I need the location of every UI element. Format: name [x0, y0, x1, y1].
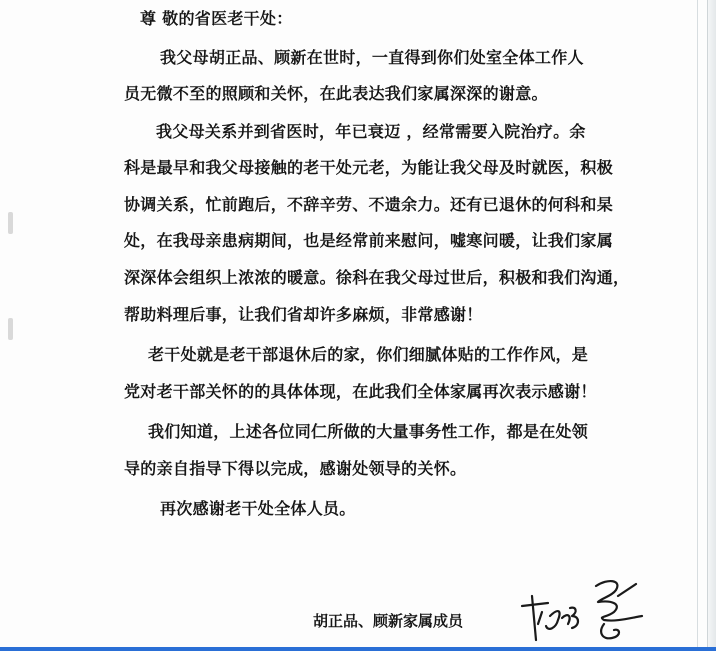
letter-line: 再次感谢老干处全体人员。	[160, 499, 356, 518]
letter-line: 处，在我母亲患病期间，也是经常前来慰问，嘘寒问暖，让我们家属	[124, 231, 614, 250]
letter-line: 导的亲自指导下得以完成，感谢处领导的关怀。	[124, 459, 467, 478]
letter-line: 员无微不至的照顾和关怀，在此表达我们家属深深的谢意。	[124, 84, 548, 103]
letter-line: 老干处就是老干部退休后的家，你们细腻体贴的工作作风，是	[148, 345, 589, 364]
letter-line: 深深体会组织上浓浓的暖意。徐科在我父母过世后，积极和我们沟通，	[124, 268, 630, 287]
letter-greeting: 尊 敬的省医老干处：	[140, 9, 293, 28]
letter-line: 我们知道，上述各位同仁所做的大量事务性工作，都是在处领	[148, 422, 589, 441]
letter-line: 我父母关系并到省医时，年已衰迈 ，经常需要入院治疗。余	[156, 122, 586, 141]
handwritten-signature	[518, 572, 668, 648]
page-edge-shadow	[707, 0, 716, 651]
letter-line: 党对老干部关怀的的具体体现，在此我们全体家属再次表示感谢！	[124, 382, 597, 401]
margin-mark	[8, 212, 13, 234]
letter-line: 协调关系，忙前跑后，不辞辛劳、不遗余力。还有已退休的何科和杲	[124, 195, 614, 214]
letter-line: 科是最早和我父母接触的老干处元老，为能让我父母及时就医，积极	[124, 158, 614, 177]
signature-label: 胡正品、顾新家属成员	[313, 612, 464, 630]
margin-mark	[8, 318, 13, 340]
letter-line: 我父母胡正品、顾新在世时，一直得到你们处室全体工作人	[160, 48, 584, 67]
letter-line: 帮助料理后事，让我们省却许多麻烦，非常感谢！	[124, 305, 483, 324]
page-edge-line	[697, 0, 698, 651]
